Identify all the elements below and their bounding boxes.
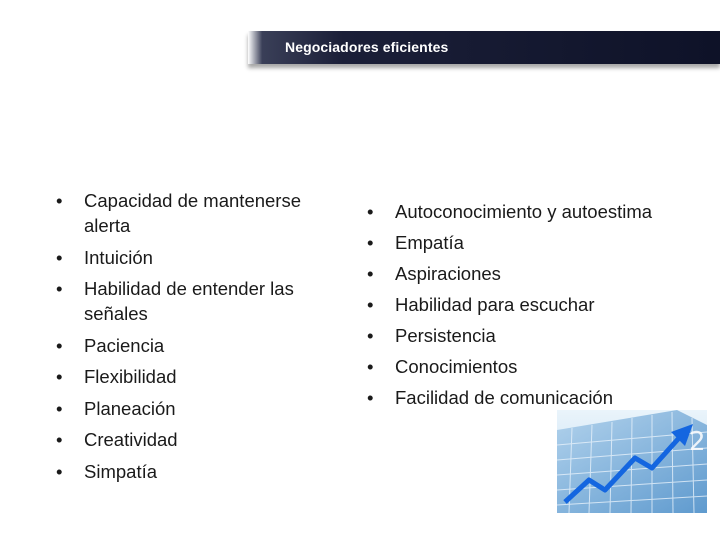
list-item: • Flexibilidad: [56, 364, 328, 389]
list-item: • Creatividad: [56, 427, 328, 452]
growth-chart-svg: [557, 410, 707, 513]
list-item: • Planeación: [56, 396, 328, 421]
list-item: • Facilidad de comunicación: [367, 382, 657, 413]
left-bullet-list: [56, 188, 328, 490]
list-item: • Aspiraciones: [367, 258, 657, 289]
list-item: • Persistencia: [367, 320, 657, 351]
slide-title: Negociadores eficientes: [285, 39, 449, 55]
list-item: • Habilidad para escuchar: [367, 289, 657, 320]
list-item: • Paciencia: [56, 333, 328, 358]
title-bar: [248, 31, 720, 64]
list-item: • Intuición: [56, 245, 328, 270]
list-item: • Empatía: [367, 227, 657, 258]
svg-text:2: 2: [689, 427, 706, 457]
list-item: • Capacidad de mantenerse alerta: [56, 188, 328, 238]
list-item: • Habilidad de entender las señales: [56, 276, 328, 326]
growth-chart-building-image: [557, 410, 707, 513]
right-bullet-list: [367, 196, 657, 413]
list-item: • Simpatía: [56, 459, 328, 484]
list-item: • Autoconocimiento y autoestima: [367, 196, 657, 227]
list-item: • Conocimientos: [367, 351, 657, 382]
